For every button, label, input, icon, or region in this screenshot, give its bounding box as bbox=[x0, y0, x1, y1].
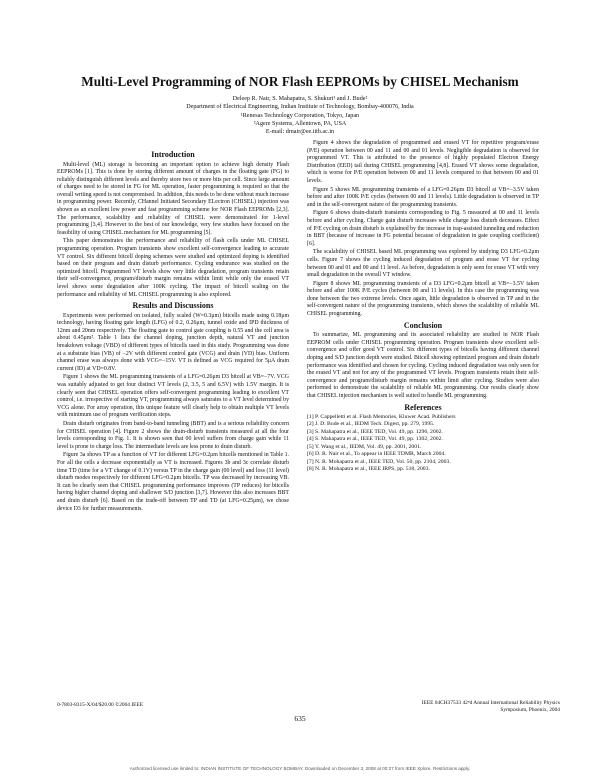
results-continued-paragraph: Figure 6 shows drain-disturb transients corresponding to Fig. 5 measured at 00 and 11 levels before and after cycling. Charge gain disturb increases while charge loss disturb decreases. Effect of P/E cycling on drain disturb is explained by the increase in trap-assisted tunneling and reduction in BBT (because of increase in FG potential because of degradation in gate coupling coefficient) [6]. bbox=[307, 210, 539, 247]
reference-item: [6] D. R. Nair et al., To appear in IEEE TDMR, March 2004. bbox=[307, 451, 446, 458]
introduction-paragraph: This paper demonstrates the performance and reliability of flash cells under ML CHISEL programming operation. Program transients show excellent self-convergence leading to accurate VT control. Six different bitcell doping schemes were studied and optimized doping is identified based on their program and drain disturb performance. Cycling endurance was studied on the optimized bitcell. Programmed VT levels show very little degradation, program transients retain their self-convergence, program/disturb margin remains within limit while only the erased VT level shows some degradation after 100K cycling. The impact of bitcell scaling on the performance and reliability of ML CHISEL programming is also explored. bbox=[57, 238, 289, 298]
results-paragraph: Drain disturb originates from band-to-band tunneling (BBT) and is a serious reliability concern for CHISEL operation [4]. Figure 2 shows the drain-disturb transients measured at all the four levels corresponding to Fig. 1. It is shown seen that 00 level suffers from charge gain while 11 level is prone to charge loss. The intermediate levels are less prone to drain disturb. bbox=[57, 421, 289, 450]
author-block bbox=[40, 95, 560, 136]
left-column bbox=[57, 148, 289, 514]
page-number: 635 bbox=[294, 714, 306, 723]
introduction-paragraph: Multi-level (ML) storage is becoming an important option to achieve high density Flash EEPROMs [1]. This is done by storing different amount of charges in the floating gate (FG) to reliably distinguish different levels and thereby store two or more bits per cell. Since large amount of charges need to be stored in FG for ML operation, faster programming is required so that the overall writing speed is not compromised. In addition, this needs to be done without much increase in programming power. Recently, CHannel Initiated Secondary ELectron (CHISEL) injection was shown as an excellent low power and fast programming scheme for NOR Flash EEPROMs [2,3]. The performance, scalability and reliability of CHISEL were demonstrated for 1-level programming [3,4]. However to the best of our knowledge, very few studies have focused on the feasibility of using CHISEL mechanism for ML programming [5]. bbox=[57, 161, 289, 236]
results-continued-paragraph: Figure 5 shows ML programming transients of a LFG=0.26μm D3 bitcell at VB=−3.5V taken before and after 100K P/E cycles (between 00 and 11 levels). Little degradation is observed in TP and in the self-convergent nature of the programming transients. bbox=[307, 186, 539, 208]
results-heading: Results and Discussions bbox=[132, 301, 214, 311]
results-continued-paragraph: The scalability of CHISEL based ML programming was explored by studying D3 LFG=0.2μm cells. Figure 7 shows the cycling induced degradation of program and erase VT for cycling between 00 and 01 and 00 and 11 level. As before, degradation is only seen for erase VT with very small degradation in the overall VT window. bbox=[307, 249, 539, 279]
reference-item: [3] S. Mahapatra et al., IEEE TED, Vol. 49, pp. 1296, 2002. bbox=[307, 428, 443, 435]
paper-title: Multi-Level Programming of NOR Flash EEPROMs by CHISEL Mechanism bbox=[81, 74, 519, 89]
reference-item: [5] Y. Wang et al., IEDM, Vol. 49, pp. 2001, 2001. bbox=[307, 443, 422, 450]
results-continued-paragraph: Figure 8 shows ML programming transients of a D3 LFG=0.2μm bitcell at VB=−3.5V taken before and after 100K P/E cycles (between 00 and 11 levels). In this case the programming was done between the two extreme levels. Once again, little degradation is observed in TP and in the self-convergent nature of the programming transients, which shows the scalability of reliable ML CHISEL programming. bbox=[307, 280, 539, 318]
reference-list bbox=[307, 414, 539, 474]
affiliation-2: ¹Renesas Technology Corporation, Tokyo, Japan bbox=[240, 112, 360, 119]
isbn-footer: 0-7803-8315-X/04/$20.00 ©2004 IEEE bbox=[57, 702, 143, 708]
conclusion-heading: Conclusion bbox=[403, 320, 443, 330]
introduction-heading: Introduction bbox=[151, 150, 195, 159]
references-heading: References bbox=[404, 402, 442, 412]
right-column bbox=[307, 140, 539, 474]
reference-item: [4] S. Mahapatra et al., IEEE TED, Vol. 49, pp. 1302, 2002. bbox=[307, 436, 443, 443]
results-paragraph: Figure 1 shows the ML programming transients of a LFG=0.26μm D3 bitcell at VB=−7V. VCG was suitably adjusted to get four distinct VT levels (2, 3.5, 5 and 6.5V) with 1.5V margin. It is clearly seen that CHISEL operation offers self-convergent programming leading to excellent VT control, i.e. irrespective of starting VT, programming always saturates to a VT level determined by VCG alone. For array operation, this unique feature will clearly help to obtain multiple VT levels with minimum use of program verification steps. bbox=[57, 374, 289, 419]
reference-item: [1] P. Cappelletti et al. Flash Memories, Kluwer Acad. Publishers bbox=[307, 414, 456, 420]
reference-item: [8] N. R. Mohapatra et al., IEEE IRPS, pp. 518, 2003. bbox=[307, 466, 430, 473]
author-names: Deleep R. Nair, S. Mahapatra, S. Shukuri¹ and J. Bude² bbox=[232, 96, 368, 102]
license-notice: Authorized licensed use limited to: INDIAN INSTITUTE OF TECHNOLOGY BOMBAY. Downloaded on December 3, 2008 at 00:27 from IEEE Xplore. Restrictions apply. bbox=[129, 766, 471, 771]
results-continued-paragraph: Figure 4 shows the degradation of programmed and erased VT for repetitive program/erase (P/E) operation between 00 and 11 and 00 and 01 levels. Negligible degradation is observed for programmed VT. This is attributed to the presence of highly populated Electron Energy Distribution (EED) tail during CHISEL programming [4,8]. Erased VT shows some degradation, which is worse for P/E operation between 00 and 11 levels compared to that between 00 and 01 levels. bbox=[307, 140, 539, 184]
affiliation-1: Department of Electrical Engineering, Indian Institute of Technology, Bombay-400076, India bbox=[186, 104, 414, 111]
affiliation-3: ²Agere Systems, Allentown, PA, USA bbox=[253, 120, 347, 127]
conclusion-paragraph: To summarize, ML programming and its associated reliability are studied in NOR Flash EEPROM cells under CHISEL programming operation. Program transients show excellent self-convergence and offer good VT control. Six different types of bitcells having different channel doping and S/D junction depth were studied. Bitcell showing optimized program and drain disturb performance was identified and chosen for cycling. Cycling induced degradation was only seen for the erased VT and not for any of the programmed VT levels. Program transients retain their self-convergence and program/disturb margin remains within limit after cycling. Studies were also performed to demonstrate the scalability of reliable ML programming. Our results clearly show that CHISEL injection mechanism is well suited to handle ML programming. bbox=[307, 332, 539, 399]
results-paragraph: Experiments were performed on isolated, fully scaled (W=0.3μm) bitcells made using 0.18μm technology, having floating gate length (LFG) of 0.2, 0.26μm, tunnel oxide and IPD thickness of 12nm and 20nm respectively. The floating gate to control gate coupling is 0.55 and the cell area is about 0.45μm². Table 1 lists the channel doping, junction depth, natural VT and junction breakdown voltage (VBD) of different types of bitcells used in this study. Programming was done at a substrate bias (VB) of −2V with different control gate (VCG) and drain (VD) bias. Uniform channel erase was always done with VCG=−15V. VT is defined as VCG required for 5μA drain current (ID) at VD=0.8V. bbox=[57, 312, 289, 372]
conference-footer: IEEE 04CH37533 42ⁿd Annual International Reliability Physics Symposium, Phoenix, 2004 bbox=[421, 700, 560, 714]
author-email: E-mail: drnair@ee.iitb.ac.in bbox=[265, 129, 335, 136]
reference-item: [7] N. R. Mohapatra et al., IEEE TED, Vol. 50, pp. 2104, 2003. bbox=[307, 458, 451, 465]
reference-item: [2] J. D. Bude et al., IEDM Tech. Digest, pp. 279, 1995. bbox=[307, 421, 435, 428]
results-paragraph: Figure 3a shows TP as a function of VT for different LFG=0.2μm bitcells mentioned in Table 1. For all the cells a decrease exponentially as VT is increased. Figures 3b and 3c correlate disturb time TD (time for a VT change of 0.1V) versus TP in the charge gain (00 level) and loss (11 level) disturb modes respectively for different LFG=0.2μm bitcells. TP was decreased by increasing VB. It can be clearly seen that CHISEL programming performance improves (TP reduces) for bitcells having higher channel doping and shallower S/D junction [3,7]. However this also increases BBT and drain disturb [6]. Based on the trade-off between TP and TD (at LFG=0.25μm), we chose device D3 for further measurements. bbox=[57, 452, 289, 512]
